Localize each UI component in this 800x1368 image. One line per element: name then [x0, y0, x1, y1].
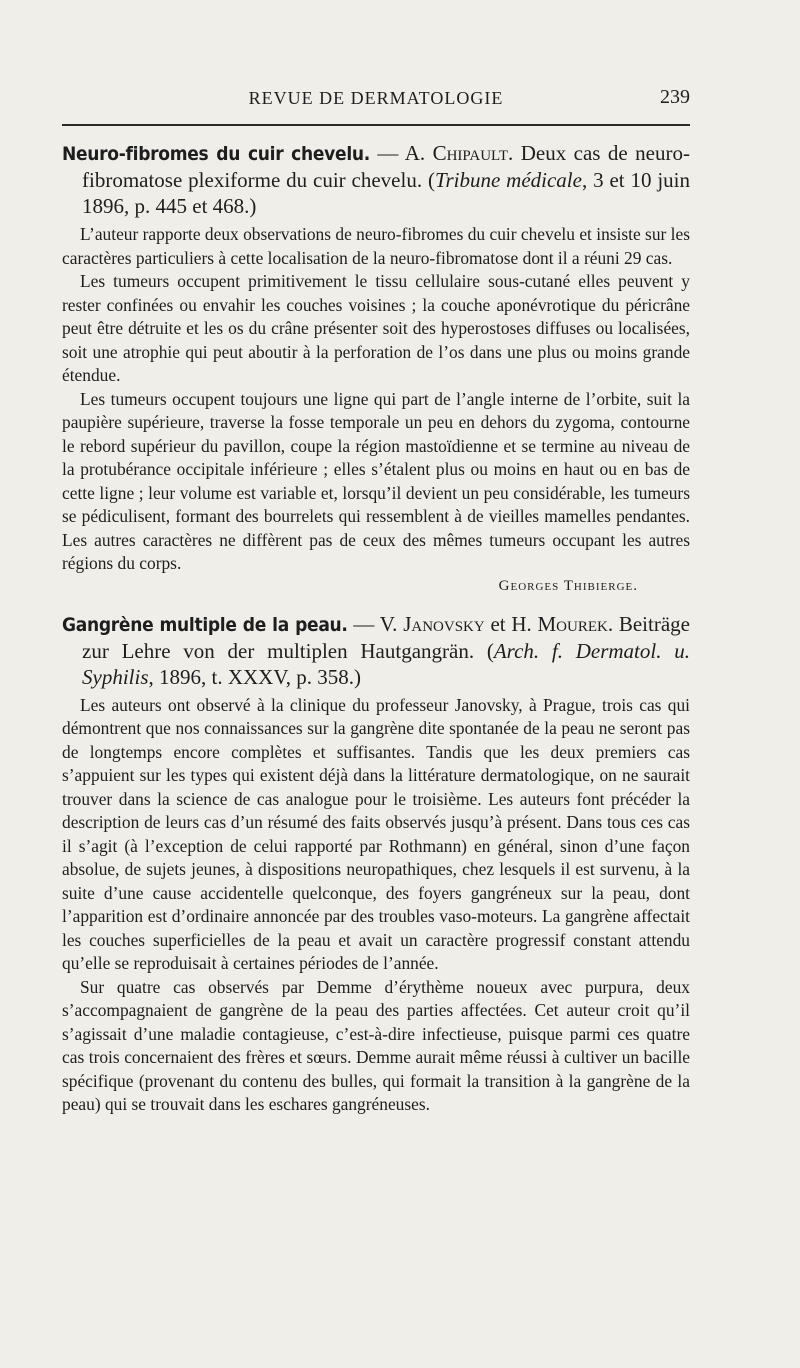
page-number: 239	[660, 86, 690, 108]
article-heading	[62, 140, 690, 219]
page-header	[62, 86, 690, 112]
journal-name: Arch. f. Dermatol. u. Syphilis	[82, 638, 690, 689]
signature: Georges Thibierge.	[498, 577, 638, 594]
running-title: REVUE DE DERMATOLOGIE	[248, 88, 504, 108]
header-rule	[62, 124, 690, 126]
journal-name: Tribune médicale	[434, 168, 582, 192]
reference-text: . Deux cas de neuro-fibromatose plexiforme du cuir chevelu. (	[82, 141, 690, 192]
page-body	[62, 140, 690, 1117]
paragraph: Les auteurs ont observé à la clinique du professeur Janovsky, à Prague, trois cas qui démontrent que nos connaissances sur la gangrène dite spontanée de la peau ne seront pas de longtemps encore complètes et suffisantes. Tandis que les deux premiers cas s’appuient sur les types qui existent déjà dans la littérature dermatologique, on ne saurait trouver dans la science de cas analogue pour le troisième. Les auteurs font précéder la description de leurs cas d’un résumé des faits observés jusqu’à présent. Dans tous ces cas il s’agit (à l’exception de celui rapporté par Rothmann) en général, sinon d’une façon absolue, de sujets jeunes, à dispositions neuropathiques, chez lesquels il est survenu, à la suite d’une cause accidentelle quelconque, des foyers gangréneux sur la peau, dont l’apparition est d’ordinaire annoncée par des troubles vaso-moteurs. La gangrène affectait les couches superficielles de la peau et avait un caractère progressif constant attendu qu’elle se reproduisait à certaines périodes de l’année.	[62, 694, 690, 973]
paragraph: L’auteur rapporte deux observations de neuro-fibromes du cuir chevelu et insiste sur les caractères particuliers à cette localisation de la neuro-fibromatose dont il a réuni 29 cas.	[62, 224, 690, 268]
heading-dash: — A.	[369, 141, 433, 165]
article-author: Chipault	[432, 141, 508, 165]
article-title: Neuro-fibromes du cuir chevelu.	[62, 143, 370, 165]
reference-text: . Beiträge zur Lehre von der multiplen Hautgangrän. (	[82, 611, 690, 663]
article-author: Janovsky	[403, 611, 485, 636]
reference-text: et H.	[484, 611, 538, 636]
paragraph: Sur quatre cas observés par Demme d’érythème noueux avec purpura, deux s’accompagnaient de gangrène de la peau des parties affectées. Cet auteur croit qu’il s’agissait d’une maladie contagieuse, c’est-à-dire infectieuse, puisque parmi ces quatre cas trois concernaient des frères et sœurs. Demme aurait même réussi à cultiver un bacille spécifique (provenant du contenu des bulles, qui formait la transition à la gangrène de la peau) qui se trouvait dans les eschares gangréneuses.	[62, 976, 690, 1114]
paragraph: Les tumeurs occupent primitivement le tissu cellulaire sous-cutané elles peuvent y rester confinées ou envahir les couches voisines ; la couche aponévrotique du péricrâne peut être détruite et les os du crâne présenter soit des hyperostoses diffuses ou localisées, soit une atrophie qui peut aboutir à la perforation de l’os dans une plus ou moins grande étendue.	[62, 271, 690, 385]
article-heading	[62, 611, 690, 690]
article-author: Mourek	[537, 611, 608, 636]
paragraph: Les tumeurs occupent toujours une ligne qui part de l’angle interne de l’orbite, suit la paupière supérieure, traverse la fosse temporale un peu en dehors du zygoma, contourne le rebord supérieur du pavillon, coupe la région mastoïdienne et se termine au niveau de la protubérance occipitale inférieure ; elles s’étalent plus ou moins en haut ou en bas de cette ligne ; leur volume est variable et, lorsqu’il devient un peu considérable, les tumeurs se pédiculisent, formant des bourrelets qui ressemblent à de vieilles mamelles pendantes. Les autres caractères ne diffèrent pas de ceux des mêmes tumeurs occupant les autres régions du corps.	[62, 388, 690, 573]
heading-dash: — V.	[347, 611, 404, 636]
reference-text: , 1896, t. XXXV, p. 358.)	[148, 664, 362, 689]
reference-text: , 3 et 10 juin 1896, p. 445 et 468.)	[82, 168, 690, 218]
article-title: Gangrène multiple de la peau.	[62, 613, 348, 636]
